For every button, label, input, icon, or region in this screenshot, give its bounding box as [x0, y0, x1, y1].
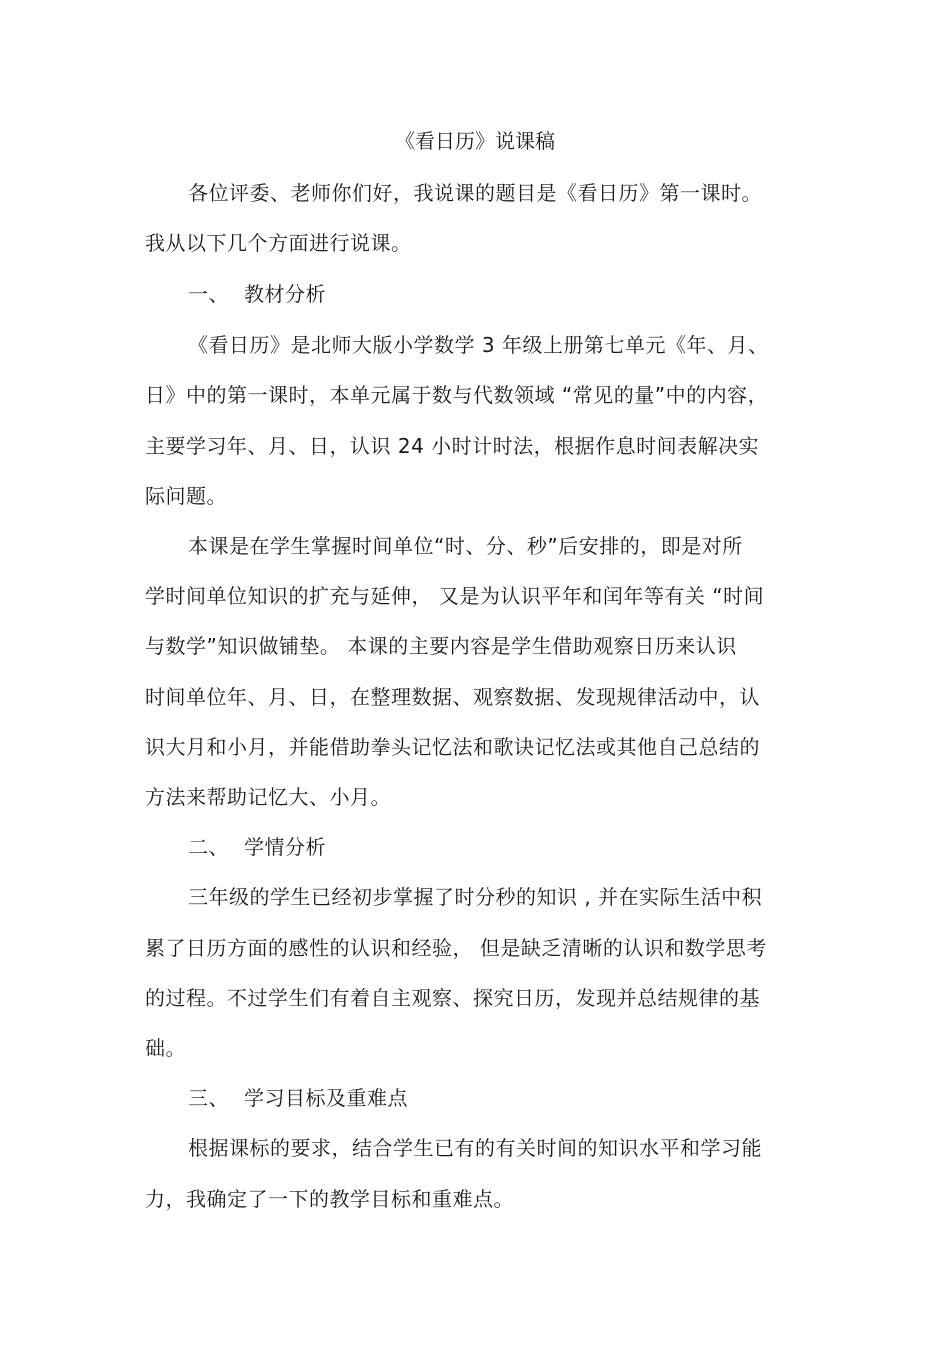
paragraph-line: 础。 [145, 1036, 186, 1060]
paragraph-line: 主要学习年、月、日，认识 24 小时计时法，根据作息时间表解决实 [145, 434, 760, 458]
section-heading-3 [188, 1085, 408, 1111]
paragraph-line: 各位评委、老师你们好，我说课的题目是《看日历》第一课时。 [188, 181, 762, 205]
section-heading-1 [188, 281, 326, 307]
paragraph-line: 方法来帮助记忆大、小月。 [145, 785, 391, 809]
paragraph-line: 识大月和小月，并能借助拳头记忆法和歌诀记忆法或其他自己总结的 [145, 735, 760, 759]
section-heading-2 [188, 834, 326, 860]
paragraph-line: 我从以下几个方面进行说课。 [145, 231, 412, 255]
paragraph-line: 际问题。 [145, 484, 227, 508]
document-title: 《看日历》说课稿 [395, 129, 555, 153]
paragraph-line: 时间单位年、月、日，在整理数据、观察数据、发现规律活动中，认 [145, 685, 760, 709]
paragraph-line: 《看日历》是北师大版小学数学 3 年级上册第七单元《年、月、 [188, 333, 769, 357]
paragraph-line: 三年级的学生已经初步掌握了时分秒的知识 , 并在实际生活中积 [188, 885, 763, 909]
section-title: 学习目标及重难点 [244, 1086, 408, 1110]
section-number: 一、 [188, 282, 229, 306]
section-number: 三、 [188, 1086, 229, 1110]
paragraph-line: 力，我确定了一下的教学目标和重难点。 [145, 1187, 514, 1211]
paragraph-line: 与数学”知识做铺垫。 本课的主要内容是学生借助观察日历来认识 [145, 634, 737, 658]
paragraph-line: 的过程。不过学生们有着自主观察、探究日历，发现并总结规律的基 [145, 986, 760, 1010]
section-title: 教材分析 [244, 282, 326, 306]
paragraph-line: 学时间单位知识的扩充与延伸， 又是为认识平年和闰年等有关 “时间 [145, 584, 765, 608]
paragraph-line: 根据课标的要求，结合学生已有的有关时间的知识水平和学习能 [188, 1136, 762, 1160]
paragraph-line: 累了日历方面的感性的认识和经验， 但是缺乏清晰的认识和数学思考 [145, 936, 767, 960]
paragraph-line: 本课是在学生掌握时间单位“时、分、秒”后安排的，即是对所 [188, 534, 743, 558]
paragraph-line: 日》中的第一课时，本单元属于数与代数领域 “常见的量”中的内容， [145, 383, 769, 407]
section-title: 学情分析 [244, 835, 326, 859]
section-number: 二、 [188, 835, 229, 859]
